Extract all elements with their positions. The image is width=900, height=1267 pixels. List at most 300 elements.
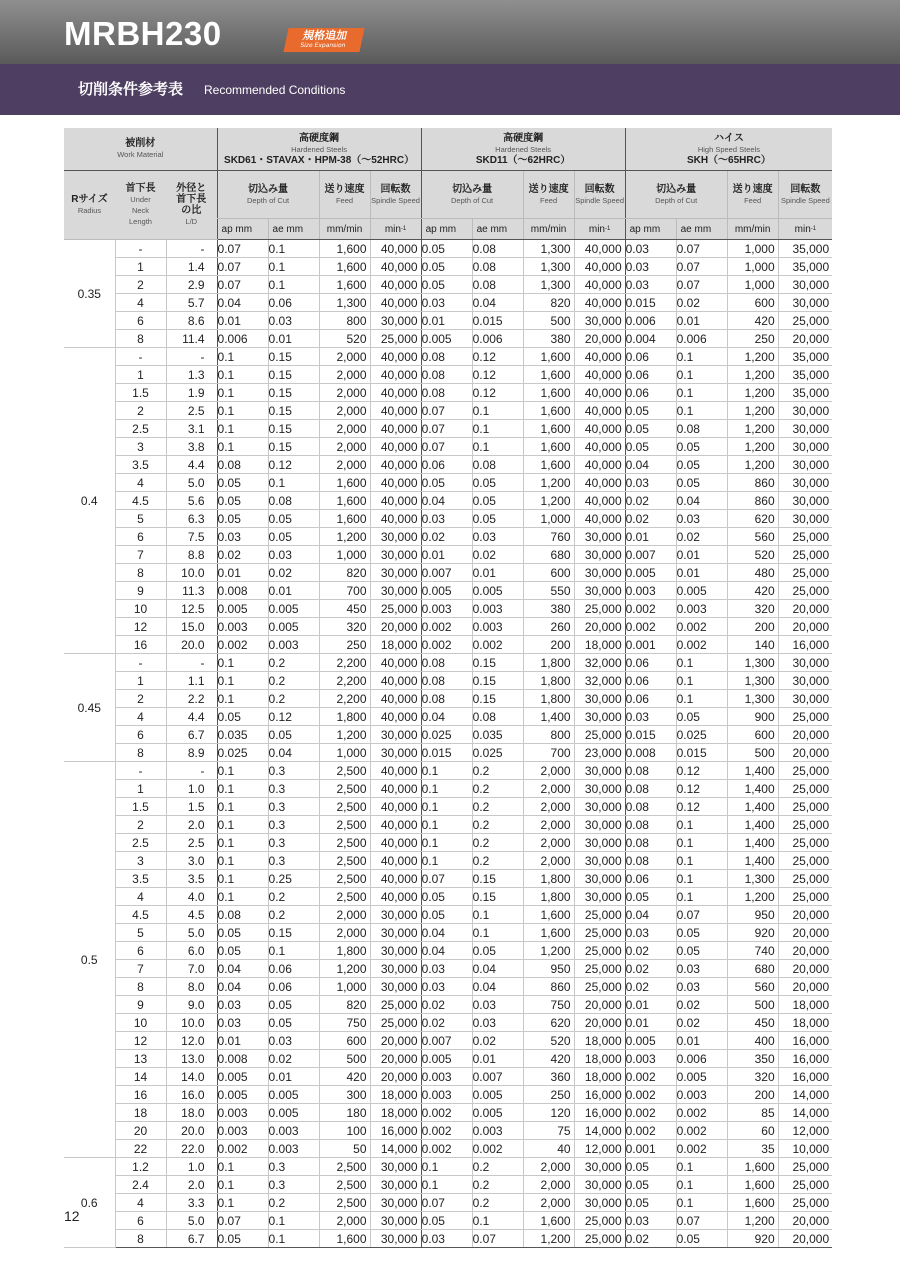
feed-cell: 140 [727,636,778,654]
ap-cell: 0.05 [625,438,676,456]
ap-cell: 0.005 [625,564,676,582]
feed-cell: 120 [523,1104,574,1122]
ap-cell: 0.006 [217,330,268,348]
ap-cell: 0.1 [217,852,268,870]
table-row [64,708,832,726]
table-row [64,924,832,942]
ae-cell: 0.03 [268,312,319,330]
ap-cell: 0.002 [625,600,676,618]
ld-ratio-cell: 8.6 [166,312,217,330]
ap-cell: 0.1 [217,420,268,438]
under-neck-cell: 2.5 [115,420,166,438]
ap-cell: 0.08 [421,348,472,366]
ap-cell: 0.1 [217,348,268,366]
ae-cell: 0.15 [472,888,523,906]
speed-cell: 25,000 [574,1212,625,1230]
ap-cell: 0.1 [421,1158,472,1176]
speed-cell: 30,000 [370,1212,421,1230]
feed-cell: 2,000 [319,402,370,420]
ap-cell: 0.002 [625,1104,676,1122]
table-row [64,330,832,348]
ap-cell: 0.03 [421,1230,472,1248]
ap-cell: 0.07 [217,258,268,276]
feed-cell: 860 [727,474,778,492]
ap-cell: 0.1 [217,672,268,690]
ap-cell: 0.06 [421,456,472,474]
table-row [64,1194,832,1212]
ap-cell: 0.02 [625,960,676,978]
ap-cell: 0.01 [217,312,268,330]
ld-ratio-cell: 20.0 [166,636,217,654]
feed-cell: 1,600 [523,420,574,438]
ld-ratio-cell: 3.8 [166,438,217,456]
ae-cell: 0.005 [676,1068,727,1086]
ap-cell: 0.04 [217,960,268,978]
ae-cell: 0.15 [268,402,319,420]
ap-cell: 0.1 [217,888,268,906]
ap-cell: 0.04 [421,924,472,942]
under-neck-cell: 6 [115,1212,166,1230]
ae-cell: 0.002 [472,1140,523,1158]
speed-cell: 30,000 [370,744,421,762]
speed-cell: 30,000 [370,312,421,330]
ae-cell: 0.05 [472,474,523,492]
speed-cell: 40,000 [370,708,421,726]
ap-cell: 0.08 [421,690,472,708]
feed-cell: 2,500 [319,870,370,888]
feed-cell: 250 [727,330,778,348]
ld-ratio-cell: 8.8 [166,546,217,564]
under-neck-cell: - [115,348,166,366]
table-row [64,402,832,420]
product-title: MRBH230 [64,15,222,52]
table-row [64,618,832,636]
table-row [64,852,832,870]
ap-cell: 0.1 [217,816,268,834]
ap-cell: 0.08 [625,780,676,798]
under-neck-cell: 4.5 [115,906,166,924]
unit-ae-3: ae mm [676,219,727,240]
ae-cell: 0.003 [268,1140,319,1158]
radius-cell: 0.5 [64,762,115,1158]
speed-cell: 20,000 [574,330,625,348]
ld-ratio-cell: 16.0 [166,1086,217,1104]
ae-cell: 0.03 [676,978,727,996]
speed-cell: 25,000 [778,852,832,870]
feed-cell: 860 [523,978,574,996]
speed-cell: 30,000 [574,870,625,888]
ae-cell: 0.005 [472,582,523,600]
ae-cell: 0.3 [268,852,319,870]
feed-cell: 1,600 [319,474,370,492]
speed-cell: 40,000 [370,762,421,780]
table-row [64,960,832,978]
ap-cell: 0.08 [625,762,676,780]
under-neck-cell: 2 [115,690,166,708]
ap-cell: 0.1 [217,1176,268,1194]
ap-cell: 0.03 [217,528,268,546]
feed-cell: 1,200 [319,726,370,744]
ap-cell: 0.003 [625,582,676,600]
ap-cell: 0.01 [421,312,472,330]
speed-cell: 30,000 [778,510,832,528]
speed-cell: 40,000 [574,240,625,258]
ae-cell: 0.06 [268,978,319,996]
feed-cell: 560 [727,978,778,996]
feed-cell: 75 [523,1122,574,1140]
speed-cell: 30,000 [370,924,421,942]
feed-cell: 500 [319,1050,370,1068]
ap-cell: 0.08 [217,456,268,474]
table-row [64,654,832,672]
ap-cell: 0.1 [217,1194,268,1212]
unit-speed-1: $\min^{-1}$ [370,219,421,240]
speed-cell: 30,000 [574,564,625,582]
under-neck-cell: 9 [115,582,166,600]
ap-cell: 0.015 [625,294,676,312]
ae-cell: 0.06 [268,960,319,978]
feed-cell: 2,200 [319,690,370,708]
ld-ratio-cell: 5.6 [166,492,217,510]
ae-cell: 0.07 [472,1230,523,1248]
speed-cell: 35,000 [778,240,832,258]
ld-ratio-cell: 18.0 [166,1104,217,1122]
ap-cell: 0.1 [217,402,268,420]
speed-cell: 10,000 [778,1140,832,1158]
feed-cell: 1,300 [319,294,370,312]
ae-cell: 0.1 [676,1194,727,1212]
feed-cell: 800 [523,726,574,744]
ap-cell: 0.05 [625,1176,676,1194]
speed-cell: 40,000 [574,492,625,510]
speed-cell: 18,000 [574,636,625,654]
ae-cell: 0.002 [676,636,727,654]
under-neck-cell: 13 [115,1050,166,1068]
feed-cell: 860 [727,492,778,510]
ap-cell: 0.002 [625,1086,676,1104]
feed-cell: 700 [523,744,574,762]
ld-ratio-cell: 11.3 [166,582,217,600]
feed-cell: 700 [319,582,370,600]
ae-cell: 0.2 [472,780,523,798]
speed-cell: 30,000 [370,1230,421,1248]
ap-cell: 0.04 [421,708,472,726]
feed-cell: 1,200 [523,942,574,960]
ld-ratio-cell: 3.5 [166,870,217,888]
speed-cell: 30,000 [574,528,625,546]
table-row [64,996,832,1014]
under-neck-cell: 12 [115,618,166,636]
ae-cell: 0.08 [472,258,523,276]
ld-ratio-cell: 1.1 [166,672,217,690]
under-neck-cell: 3.5 [115,870,166,888]
ae-cell: 0.04 [472,960,523,978]
feed-cell: 1,800 [523,672,574,690]
ld-ratio-cell: 2.0 [166,1176,217,1194]
speed-cell: 40,000 [574,402,625,420]
feed-cell: 1,200 [319,528,370,546]
ap-cell: 0.1 [421,852,472,870]
speed-cell: 30,000 [574,312,625,330]
material-header-row [64,128,832,171]
speed-cell: 25,000 [778,546,832,564]
ae-cell: 0.02 [676,528,727,546]
feed-cell: 600 [523,564,574,582]
ld-ratio-cell: 4.4 [166,708,217,726]
ap-cell: 0.01 [217,1032,268,1050]
ap-cell: 0.08 [625,852,676,870]
ae-cell: 0.005 [268,1104,319,1122]
ap-cell: 0.03 [625,258,676,276]
table-row [64,1032,832,1050]
feed-cell: 180 [319,1104,370,1122]
speed-cell: 20,000 [574,1014,625,1032]
feed-cell: 750 [523,996,574,1014]
feed-cell: 820 [319,564,370,582]
speed-cell: 30,000 [778,420,832,438]
ld-ratio-cell: 12.5 [166,600,217,618]
ae-cell: 0.1 [676,852,727,870]
feed-cell: 2,000 [523,1176,574,1194]
feed-cell: 1,400 [727,834,778,852]
feed-cell: 350 [727,1050,778,1068]
under-neck-cell: 4 [115,294,166,312]
under-neck-cell: 5 [115,924,166,942]
ae-cell: 0.12 [472,348,523,366]
ap-cell: 0.003 [421,1068,472,1086]
feed-cell: 1,600 [727,1158,778,1176]
ap-cell: 0.1 [217,438,268,456]
feed-cell: 2,000 [523,1194,574,1212]
feed-cell: 1,000 [523,510,574,528]
unit-feed-2: mm/min [523,219,574,240]
ae-cell: 0.02 [472,1032,523,1050]
ae-cell: 0.15 [472,672,523,690]
ap-cell: 0.03 [217,1014,268,1032]
speed-cell: 30,000 [778,438,832,456]
ld-ratio-cell: 7.0 [166,960,217,978]
ap-cell: 0.008 [217,582,268,600]
speed-cell: 20,000 [778,726,832,744]
speed-cell: 18,000 [370,1086,421,1104]
ap-cell: 0.1 [421,1176,472,1194]
ae-cell: 0.03 [676,510,727,528]
ap-cell: 0.03 [421,960,472,978]
ld-ratio-cell: 12.0 [166,1032,217,1050]
speed-cell: 25,000 [574,726,625,744]
ld-ratio-cell: 2.2 [166,690,217,708]
feed-cell: 1,600 [523,402,574,420]
speed-cell: 32,000 [574,654,625,672]
feed-cell: 2,500 [319,798,370,816]
speed-cell: 30,000 [574,888,625,906]
speed-cell: 30,000 [370,1158,421,1176]
ap-cell: 0.03 [625,276,676,294]
ae-cell: 0.1 [676,384,727,402]
speed-cell: 30,000 [574,708,625,726]
ae-cell: 0.1 [676,690,727,708]
ap-cell: 0.03 [625,1212,676,1230]
ld-ratio-cell: - [166,654,217,672]
ld-ratio-cell: - [166,240,217,258]
ae-cell: 0.07 [676,258,727,276]
ap-cell: 0.01 [421,546,472,564]
ap-cell: 0.03 [625,474,676,492]
speed-cell: 35,000 [778,258,832,276]
feed-cell: 1,600 [523,384,574,402]
ae-cell: 0.15 [472,654,523,672]
speed-cell: 20,000 [778,942,832,960]
ap-cell: 0.06 [625,870,676,888]
speed-cell: 25,000 [778,1176,832,1194]
speed-cell: 30,000 [778,492,832,510]
feed-cell: 1,400 [727,852,778,870]
ae-cell: 0.05 [676,924,727,942]
speed-cell: 30,000 [370,1194,421,1212]
ap-cell: 0.05 [217,1230,268,1248]
ae-cell: 0.005 [472,1086,523,1104]
table-row [64,942,832,960]
speed-cell: 40,000 [574,294,625,312]
ae-cell: 0.002 [676,1140,727,1158]
ap-cell: 0.05 [625,888,676,906]
under-neck-cell: 2.5 [115,834,166,852]
speed-cell: 40,000 [574,348,625,366]
ld-ratio-cell: 3.0 [166,852,217,870]
speed-cell: 30,000 [574,762,625,780]
feed-cell: 1,200 [523,1230,574,1248]
feed-cell: 480 [727,564,778,582]
ld-ratio-cell: 1.0 [166,780,217,798]
feed-cell: 2,000 [523,834,574,852]
feed-cell: 200 [727,1086,778,1104]
unit-ap-2: ap mm [421,219,472,240]
speed-cell: 30,000 [574,690,625,708]
feed-cell: 2,500 [319,834,370,852]
speed-cell: 12,000 [574,1140,625,1158]
ap-cell: 0.1 [217,762,268,780]
ae-cell: 0.12 [472,366,523,384]
ap-cell: 0.06 [625,366,676,384]
depth-header-3: 切込み量 Depth of Cut [625,171,727,219]
feed-cell: 1,200 [319,960,370,978]
feed-cell: 1,400 [727,762,778,780]
feed-cell: 320 [319,618,370,636]
ap-cell: 0.005 [217,1068,268,1086]
feed-cell: 2,000 [319,366,370,384]
depth-header-2: 切込み量 Depth of Cut [421,171,523,219]
feed-cell: 2,500 [319,1194,370,1212]
feed-cell: 1,000 [319,546,370,564]
ae-cell: 0.1 [676,816,727,834]
speed-cell: 30,000 [574,852,625,870]
under-neck-cell: 9 [115,996,166,1014]
feed-cell: 500 [523,312,574,330]
feed-cell: 1,600 [523,906,574,924]
table-row [64,834,832,852]
ae-cell: 0.01 [472,564,523,582]
ae-cell: 0.1 [472,438,523,456]
feed-cell: 2,000 [319,384,370,402]
under-neck-cell: 4 [115,888,166,906]
ap-cell: 0.07 [421,402,472,420]
ld-ratio-cell: 1.5 [166,798,217,816]
ae-cell: 0.3 [268,780,319,798]
speed-cell: 20,000 [370,1050,421,1068]
speed-cell: 30,000 [370,906,421,924]
feed-cell: 680 [727,960,778,978]
ap-cell: 0.1 [421,834,472,852]
speed-cell: 25,000 [778,1194,832,1212]
ap-cell: 0.08 [625,798,676,816]
ae-cell: 0.05 [268,528,319,546]
feed-cell: 360 [523,1068,574,1086]
table-row [64,438,832,456]
ae-cell: 0.1 [268,276,319,294]
feed-cell: 380 [523,330,574,348]
ae-cell: 0.1 [676,1158,727,1176]
feed-cell: 1,400 [727,798,778,816]
ae-cell: 0.1 [676,672,727,690]
unit-ap-3: ap mm [625,219,676,240]
ae-cell: 0.1 [268,942,319,960]
speed-cell: 25,000 [370,996,421,1014]
ae-cell: 0.002 [472,636,523,654]
table-row [64,978,832,996]
ae-cell: 0.01 [268,582,319,600]
feed-cell: 620 [727,510,778,528]
ap-cell: 0.06 [625,348,676,366]
feed-cell: 1,300 [523,240,574,258]
feed-cell: 1,600 [523,456,574,474]
ap-cell: 0.03 [625,240,676,258]
ap-cell: 0.05 [625,1194,676,1212]
table-row [64,762,832,780]
ae-cell: 0.08 [472,456,523,474]
ap-cell: 0.002 [217,636,268,654]
feed-cell: 820 [319,996,370,1014]
speed-cell: 35,000 [778,366,832,384]
ae-cell: 0.25 [268,870,319,888]
ae-cell: 0.12 [472,384,523,402]
speed-cell: 30,000 [370,960,421,978]
speed-cell: 12,000 [778,1122,832,1140]
under-neck-cell: 7 [115,960,166,978]
table-row [64,1014,832,1032]
feed-cell: 1,200 [523,492,574,510]
ae-cell: 0.05 [676,438,727,456]
ap-cell: 0.003 [421,1086,472,1104]
feed-cell: 2,500 [319,816,370,834]
radius-cell: 0.45 [64,654,115,762]
ae-cell: 0.005 [268,618,319,636]
ae-cell: 0.2 [268,672,319,690]
speed-cell: 30,000 [370,582,421,600]
ap-cell: 0.02 [625,1230,676,1248]
ap-cell: 0.07 [421,1194,472,1212]
feed-cell: 2,000 [319,456,370,474]
ae-cell: 0.08 [268,492,319,510]
ld-ratio-cell: 4.4 [166,456,217,474]
ae-cell: 0.003 [472,618,523,636]
under-neck-cell: 6 [115,942,166,960]
ap-cell: 0.007 [421,564,472,582]
depth-header-1: 切込み量 Depth of Cut [217,171,319,219]
speed-cell: 40,000 [370,852,421,870]
feed-cell: 420 [727,582,778,600]
speed-cell: 35,000 [778,348,832,366]
feed-cell: 1,600 [319,240,370,258]
